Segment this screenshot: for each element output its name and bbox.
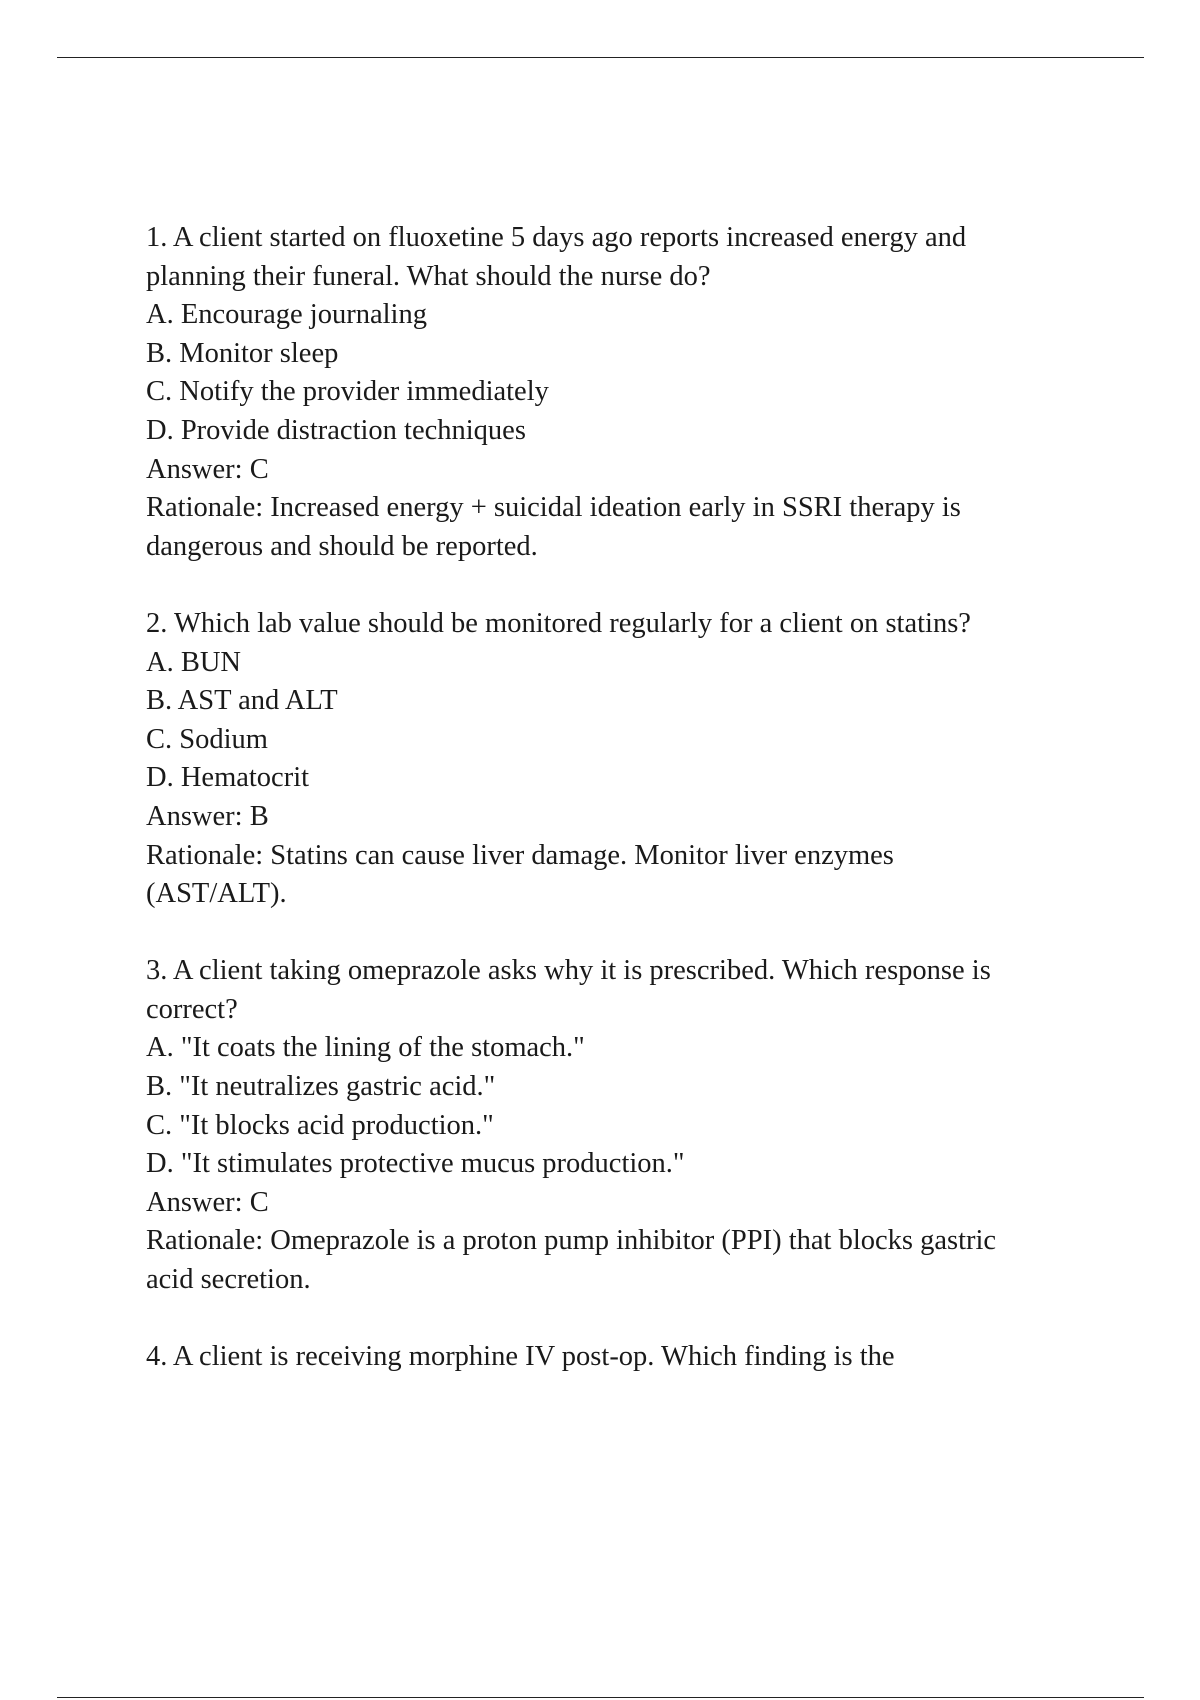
option-c: C. Notify the provider immediately — [146, 376, 549, 408]
question-stem: 1. A client started on fluoxetine 5 days ago reports increased energy and planning their funeral. What should the nurse do? — [146, 222, 967, 292]
rationale: Rationale: Statins can cause liver damage. Monitor liver enzymes (AST/ALT). — [146, 839, 894, 910]
question-1 — [146, 219, 1026, 566]
option-a: A. Encourage journaling — [146, 299, 427, 331]
option-a: A. BUN — [146, 646, 242, 678]
option-c: C. Sodium — [146, 723, 268, 755]
option-d: D. "It stimulates protective mucus production." — [146, 1148, 685, 1180]
rationale: Rationale: Increased energy + suicidal ideation early in SSRI therapy is dangerous and should be reported. — [146, 492, 961, 562]
option-a: A. "It coats the lining of the stomach." — [146, 1032, 585, 1064]
answer: Answer: C — [146, 1186, 269, 1218]
answer: Answer: C — [146, 453, 269, 485]
option-d: D. Provide distraction techniques — [146, 414, 526, 446]
rationale: Rationale: Omeprazole is a proton pump inhibitor (PPI) that blocks gastric acid secretion. — [146, 1225, 997, 1296]
question-stem: 4. A client is receiving morphine IV post-op. Which finding is the — [146, 1341, 895, 1373]
option-b: B. "It neutralizes gastric acid." — [146, 1071, 496, 1103]
document-body — [146, 219, 1026, 1415]
question-4 — [146, 1338, 1026, 1377]
question-stem: 2. Which lab value should be monitored regularly for a client on statins? — [146, 607, 971, 639]
header-rule — [57, 57, 1144, 58]
option-d: D. Hematocrit — [146, 762, 310, 794]
answer: Answer: B — [146, 800, 269, 832]
option-b: B. AST and ALT — [146, 685, 338, 717]
question-stem: 3. A client taking omeprazole asks why it is prescribed. Which response is correct? — [146, 955, 991, 1025]
footer-rule — [57, 1697, 1144, 1698]
question-3 — [146, 952, 1026, 1299]
option-b: B. Monitor sleep — [146, 337, 339, 369]
question-2 — [146, 605, 1026, 914]
option-c: C. "It blocks acid production." — [146, 1109, 494, 1141]
